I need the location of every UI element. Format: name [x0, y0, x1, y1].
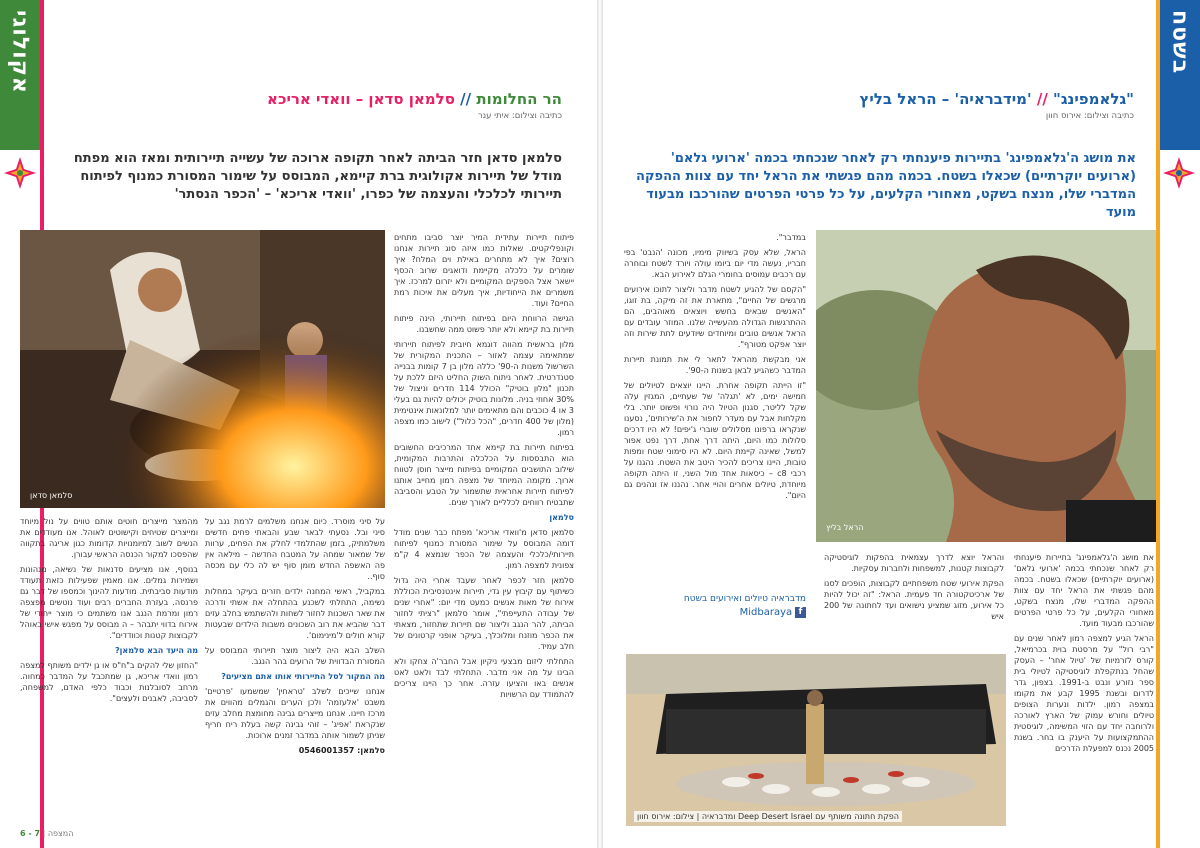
column-middle — [205, 516, 385, 826]
decorative-stripe — [1156, 0, 1160, 848]
title-main: "גלאמפינג" — [1053, 90, 1134, 108]
page-number: 6 - 7 — [20, 829, 41, 838]
paragraph: הגישה הרווחת היום בפיתוח תיירותי, הינה פיתוח תיירות בת קיימא ולא יותר פשוט ממה שחשבנו. — [394, 314, 574, 334]
social-row[interactable] — [624, 607, 806, 618]
ornament-icon — [1162, 156, 1196, 190]
magazine-name: המצפה — [47, 829, 74, 838]
article-title — [859, 90, 1134, 108]
paragraph: אנחנו שייכים לשלב 'טראחין' שמשמעו 'פרטיים' משבט 'אלעזמה' ולכן הערים והגמלים מהווים את מרכז חיינו. אנחנו מייצרים גבינה מחומצת מחלב עזים שנקראת 'אפיג' – זוהי גבינה קשה בעלת ריח חריף שניתן לשמור אותה במדבר זמנים ארוכות. — [205, 687, 385, 740]
byline: כתיבה וצילום: אירוס חוון — [1045, 111, 1134, 121]
contact-block — [624, 594, 806, 618]
article-title — [267, 90, 562, 108]
ornament-icon — [3, 156, 37, 190]
photo-tent-event — [626, 654, 1006, 826]
section-tab-ecology — [0, 0, 40, 150]
contact-phone: סלמאן: 0546001357 — [298, 746, 385, 755]
column-right — [1014, 552, 1154, 832]
column-right — [394, 232, 574, 832]
lead-paragraph: סלמאן סדאן חזר הביתה לאחר תקופה ארוכה של עשייה תיירותית ומאז הוא מפתח מודל של תיירות אקולוגית ברת קיימא, המבוסס על שימור המסורת כמנוף לפיתוח תיירותי לכלכלי והעצמה של כפרו, 'וואדי אריכא' – 'הכפר הנסתר' — [73, 151, 562, 202]
left-page — [0, 0, 598, 848]
photo-bread-baking — [20, 230, 385, 508]
paragraph: על סיני מוסרד. כיום אנחנו משלמים לרמת נגב על סיני ובל. נסעתי לבאר שבע והבאתי פחים חדשים משלמתיק, בזמן שהתלמדי לחלק את הפחים, ערוות של שמאור שמחה על המטבח החדשה – מילאה אין פה האשפה החדש מומן סוף יש לה כלי עם מכסה סוף.. — [205, 517, 385, 581]
paragraph: "זו הייתה תקופה אחרת. היינו יוצאים לטיולים של חמישה ימים, לא 'תגלה' של שעתיים, המגזין עלה שקל לליטר, סגנון הטיול היה נורוי ופשוט יותר. בלי מקלחות אבל עם מעדר לחפור את ה'שירותים', נסענו שנקראו ברפונו מסלולים שוברי ג'יפים! לא היו דרכים סלולות כמו היום, היתה דרך אחת, דרך נפט אפור למשל, שאינה קיימת היום. לא היו סימוני שטח ומפות טובות, היינו צריכים להכיר היטב את השטח. נהגנו על רכבי c8 – כיסאות אחד מול השני, זו היתה תקופה מיוחדת, טיולים אחרים והויי אחר. נהננו אז ונהנים גם היום". — [624, 381, 806, 500]
paragraph: "הקסם של להגיע לשטח מדבר וליצור לתוכו אירועים מרגשים של החיים", מתארת את זה מיקה, בת זוגו, "האנשים שבאים בחשש ויוצאים מאוהבים, הם ההתרגשות הגדולה מהעשייה שלנו. המוזר עובדים עם הראל אנשים טובים ומיוחדים שיודעים לתת שירות וזה יוצר אפקט מטורף". — [624, 285, 806, 349]
title-main: הר החלומות — [476, 90, 562, 108]
title-separator: // — [1031, 90, 1054, 108]
subheading: סלמאן — [549, 513, 574, 522]
paragraph: סלמאן סדאן מ'וואדי אריכא' מפתח כבר שנים מודל דומה המבוסס על שימור המסורת כמנוף לפיתוח תיירותי/כלכלי והעצמה של הכפר שנמצא 4 ק"מ צפונית למצפה רמון. — [394, 528, 574, 570]
subheading: מה המקור לסל התיירותי אותו אתם מציעים? — [221, 672, 385, 681]
section-tab-field — [1160, 0, 1200, 150]
right-page — [602, 0, 1200, 848]
photo-caption: הראל בליץ — [826, 523, 864, 532]
lead-paragraph: את מושג ה'גלאמפינג' בתיירות פיענחתי רק לאחר שנכחתי בכמה 'ארועי גלאם' (ארועים יוקרתיים) שכאלו בשטח. בכמה מהם פגשתי את הראל יחד עם צוות ההפקה המדברי שלו, מנצח בשקט, מאחורי הקלעים, על כל פרטי הפרטים שהורכבו מבעוד מועד — [636, 151, 1136, 220]
photo-caption: הפקת חתונה משותף עם Deep Desert Israel ומדבראיה | צילום: אירוס חוון — [634, 811, 902, 822]
byline: כתיבה וצילום: איתי ענר — [477, 111, 562, 121]
paragraph: "החזון שלי להקים ב"ח"ס או גן ילדים משותף למצפה רמון וואדי אריכא, גן שמתכבל על המדבר כמחוה. מרחב לסובלנות וכבוד כלפי האדם, למשפחה, לסביבה, לאבנים ולעצים". — [20, 661, 198, 703]
paragraph: אני מבקשת מהראל לתאר לי את תמונת תיירות המדבר כשהגיע לבאן בשנות ה-90'. — [624, 355, 806, 375]
paragraph: מהמצר מייצרים חוטים אותם טווים על נול מיוחד ומייצרים שטיחים וקישוטים לאוהל. אנו מעודדים את הנשים לשוב למיומנויות קדומות כגון אריגה בתקווה שהפסכו למקור הכנסה הראשי עבורן. — [20, 517, 198, 559]
paragraph: מלון בראשית מהווה דוגמא חיובית לפיתוח תיירותי שמתאימה עצמה לאזור – התכנית המקורית של השרשול משנות ה-90' כללה מלון בן 7 קומות בבנייה סטנדרטית. לאחר ניתוח השוק החליט היזם ללכת על תכנון "מלון בוטיק" הכולל 114 חדרים וניצול של 30% אחוזי בניה. מלונות בוטיק יכולים להיות גם בעלי 3 או 4 כוכבים והם מתאימים יותר למלונאות אינטימית (מלון של 400 חדרים, "הכל כלול") לישוב כמו מצפה רמון. — [394, 340, 574, 437]
paragraph: השלב הבא היה ליצור מוצר תיירותי המבוסס על המסורת הבדווית של הרועים בהר הנגב. — [205, 646, 385, 666]
title-rest: סלמאן סדאן – וואדי אריכא — [267, 90, 455, 108]
paragraph: במדבר". — [776, 233, 806, 242]
paragraph: הראל הגיע למצפה רמון לאחר שנים עם "רבי רול" על מרסטת בוית בכרמיאל, קורס לזרמיות של 'טיול אחר' – העסק שהחל בנתקפלת לוגיסטיקה לטיולי בית ספר נזורע ונבט ב-1991. בצפון, גדר לדרום ובשנת 1995 קבע את מקומו במצפה רמון. ילדות ונערות הצופים טיולים וחורש עמוק של הארץ לאורכה ולרוחבה יחד עם הזוי המשימה, לוגיסטית ההתמקצועות על היענק בו בחר. בשנת 2005 נכנס למפעלת הדרכים — [1014, 634, 1154, 753]
subheading: מה היעד הבא סלמאן? — [115, 646, 198, 655]
photo-portrait — [816, 230, 1156, 542]
section-tab-label: אקולוגי — [7, 10, 33, 94]
facebook-icon: f — [795, 607, 806, 618]
title-rest: 'מידבראיה' – הראל בליץ — [859, 90, 1032, 108]
paragraph: את מושג ה'גלאמפינג' בתיירות פיענחתי רק לאחר שנכחתי בכמה 'ארועי גלאם' (ארועים יוקרתיים) שכאלו בשטח. בכמה מהם פגשתי את הראל יחד עם צוות ההפקה המדברי שלו, מנצח בשקט, מאחורי הקלעים, על כל פרטי הפרטים שהורכבו מבעוד מועד. — [1014, 553, 1154, 628]
paragraph: בפיתוח תיירות בת קיימא אחד המרכיבים החשובים הוא התבססות על הכלכלה והתרבות המקומית, שילוב התושבים המקומיים בפיתוח מייצר חוסן לטווח ארוך. מקומה המיוחד של מצפה רמון מחייב אותנו לפיתוח תיירות אחראית שתשמור על הטבע והסביבה שתבטיח רווחים לכלליים לאורך שנים. — [394, 443, 574, 507]
paragraph: סלמאן חזר לכפר לאחר שעבד אחרי היה גדול כשיתוף עם קיבוץ עין גדי, תיירות אינטנסיבית הכוללת אירוח של מאות אנשים כמעט מדי יום: "אחרי שנים של עבודה התעייפתי", אומר סלמאן "רציתי לחזור הביתה, להר הנגב וליצור שם תיירות שתחזור, מצאתי את הכפר מוזנח ומלוכלך, בעיקר אופני קרטונים של חלב עמיד. — [394, 576, 574, 651]
paragraph: הפקת אירועי שטח משפחתיים לקבוצות, הופכים לסנו של ארכיטקטורה חד פעמית. הראל: "זה יכול להיות כל אירוע, מזוג שמציע נישואים ועד לחתונה של 200 איש — [824, 579, 1004, 621]
page-footer: 6 - 7 | המצפה — [20, 829, 74, 838]
title-separator: // — [454, 90, 477, 108]
paragraph: הראל, שלא עסק בשיווק מימיו, מכונה 'הנבט' בפי חבריו, נעשה מדי יום ביומו עולה ויורד לשטח ובוחרה עם רכבים עמוסים בחומרי הגלם לאירוע הבא. — [624, 248, 806, 279]
column-middle — [824, 552, 1004, 642]
column-left — [624, 232, 806, 588]
section-tab-label: בשטח — [1167, 10, 1193, 75]
paragraph: התחלתי ליזום מבצעי ניקיון אבל החבר'ה צחקו ולא הבינו על מה אני מדבר. התחלתי לבד ולאט לאט אנשים באו והציעו עזרה. אחר כך היינו צריכים להתמודד עם הרשויות — [394, 657, 574, 699]
photo-caption: סלמאן סדאן — [30, 491, 73, 500]
paragraph: פיתוח תיירות עתידית המיר יוצר סביבו מתחים וקונפליקטים. שאלות כמו איזה סוג תיירות אנחנו רוצים? איך לא מתחרים באילת וים המלח? איך שומרים על כלכלה מקיימת ודואגים שרוב הכסף יישאר אצל הספקים המקומיים ולא יזרום למרכז. איך משמרים את הייחודיות, איך מעלים את איכות רמת החיים? ועוד. — [394, 233, 574, 308]
column-left — [20, 516, 198, 812]
social-handle: Midbaraya — [739, 607, 793, 618]
paragraph: במקביל, ראשי המחנה ילדים חזרים בעיקר במחלות נשימה, התחלתי לשכנע בהתחלה את אשתי ודרכה את שאר השכנות לחזור לשחות ולהשתמש בחלב עזים דבר שהביא את רוב השכונים משבות הילדים שבעטות קורא חולים ל'מינימום'. — [205, 587, 385, 640]
paragraph: והראל יוצא לדרך עצמאית בהפקות לוגיסטיקה לקבוצות קטנות, למשפחות ולחברות עסקיות. — [824, 553, 1004, 573]
contact-label: מדבראיה טיולים ואירועים בשטח — [683, 594, 806, 604]
paragraph: בנוסף, אנו מציעים סדנאות של נשיאה, מנהונות ושמירות גמלים. אנו מאמין שפעילות כזאת תעודד מודעות סביבתית. מודעות להינוך וכמספו של דבר גם פרנסה. בעזרת החברים רבים ועוד נוטשים מפצפה רמון ומרמת הנגב אנו משתמים כי מוצר ייחודי של אירוח בדווי יתבהר – ה מבוסס על מפגש אישי באוהל לקבוצות קטנות וכוודדים". — [20, 565, 198, 640]
